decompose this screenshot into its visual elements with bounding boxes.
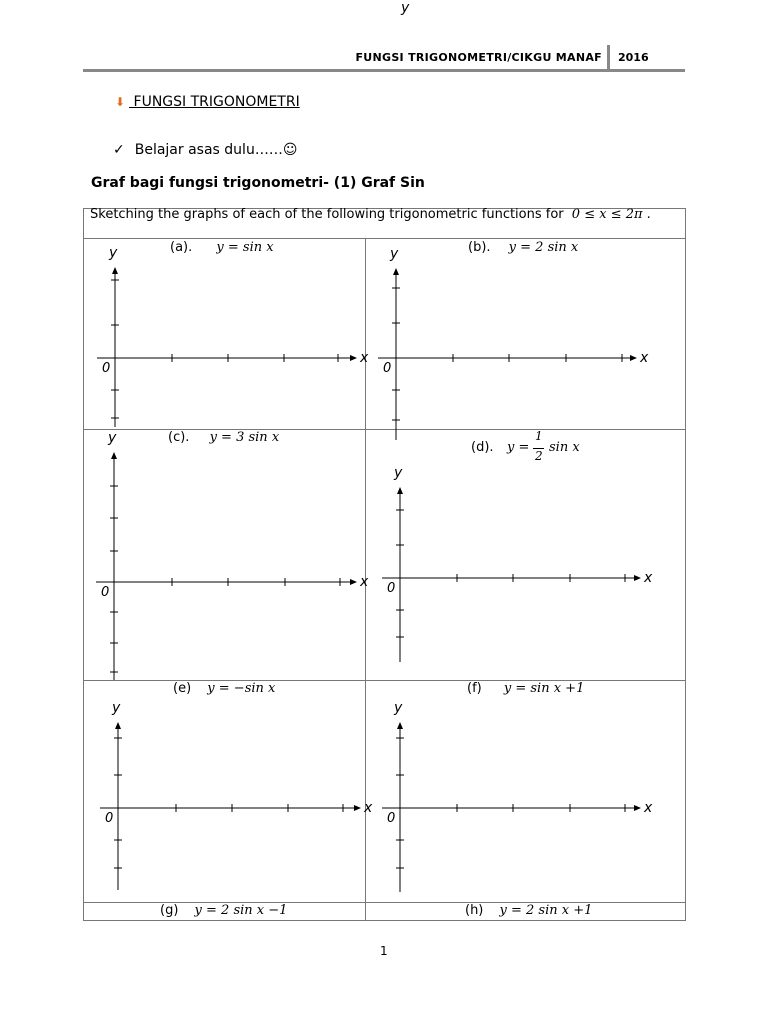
header-year: 2016 (618, 51, 649, 64)
graph-f-y-label: y (394, 700, 403, 716)
page-number: 1 (380, 944, 388, 958)
graph-d-x-arrow-icon (634, 575, 641, 581)
graph-e-equation: y = −sin x (207, 681, 276, 696)
graph-d-x-label: x (644, 570, 653, 586)
graph-d-fraction-denominator: 2 (535, 449, 543, 463)
graph-b-equation: y = 2 sin x (508, 240, 579, 255)
graph-f-x-label: x (644, 800, 653, 816)
graph-f-number: (f) (467, 681, 482, 696)
graph-d-origin-label: 0 (387, 581, 396, 596)
graph-b-x-label: x (640, 350, 649, 366)
graph-h-equation: y = 2 sin x +1 (499, 903, 593, 918)
graph-f-equation: y = sin x +1 (503, 681, 585, 696)
orange-down-arrow-icon: ⬇ (115, 95, 126, 109)
graph-f-origin-label: 0 (387, 811, 396, 826)
checklist-text: Belajar asas dulu……☺ (134, 142, 298, 158)
graph-b-number: (b). (468, 240, 491, 255)
graph-d-number: (d). (471, 440, 494, 455)
graph-c-equation: y = 3 sin x (209, 430, 280, 445)
graph-f-y-arrow-icon (397, 722, 403, 729)
graph-e-x-label: x (364, 800, 373, 816)
graph-b-origin-label: 0 (383, 361, 392, 376)
graph-d-y-label: y (394, 465, 403, 481)
graph-b-y-arrow-icon (393, 268, 399, 275)
graph-h-number: (h) (465, 903, 484, 918)
graph-g-number: (g) (160, 903, 179, 918)
header-title: FUNGSI TRIGONOMETRI/CIKGU MANAF (355, 51, 602, 64)
graph-e-y-label: y (112, 700, 121, 716)
graph-b-y-label: y (390, 246, 399, 262)
graph-a-origin-label: 0 (102, 361, 111, 376)
heading-text: FUNGSI TRIGONOMETRI (129, 94, 300, 110)
graph-a-y-arrow-icon (112, 267, 118, 274)
graph-d-fraction-numerator: 1 (535, 429, 543, 443)
graph-a-x-label: x (360, 350, 369, 366)
graph-c-x-label: x (360, 574, 369, 590)
graph-e-origin-label: 0 (105, 811, 114, 826)
graph-e-number: (e) (173, 681, 192, 696)
domain-range: 0 ≤ x ≤ 2π . (571, 207, 651, 222)
graph-c-y-arrow-icon (111, 452, 117, 459)
graph-c-origin-label: 0 (101, 585, 110, 600)
top-stray-y: y (401, 0, 410, 16)
graph-d-equation-prefix: y = (507, 440, 530, 455)
graph-e-y-arrow-icon (115, 722, 121, 729)
graph-b-x-arrow-icon (630, 355, 637, 361)
graph-f-x-arrow-icon (634, 805, 641, 811)
graph-e-x-arrow-icon (354, 805, 361, 811)
section-title: Graf bagi fungsi trigonometri- (1) Graf Sin (91, 175, 425, 191)
graph-c-x-arrow-icon (350, 579, 357, 585)
graph-c-y-label: y (108, 430, 117, 446)
graph-a-equation: y = sin x (216, 240, 274, 255)
graph-a-x-arrow-icon (350, 355, 357, 361)
check-mark-icon: ✓ (113, 142, 125, 158)
graph-a-y-label: y (109, 245, 118, 261)
graph-c-number: (c). (168, 430, 190, 445)
instructions-text: Sketching the graphs of each of the following trigonometric functions for (90, 207, 564, 222)
graph-a-number: (a). (170, 240, 193, 255)
graph-g-equation: y = 2 sin x −1 (194, 903, 288, 918)
graph-d-equation-suffix: sin x (549, 440, 580, 455)
graph-d-y-arrow-icon (397, 487, 403, 494)
